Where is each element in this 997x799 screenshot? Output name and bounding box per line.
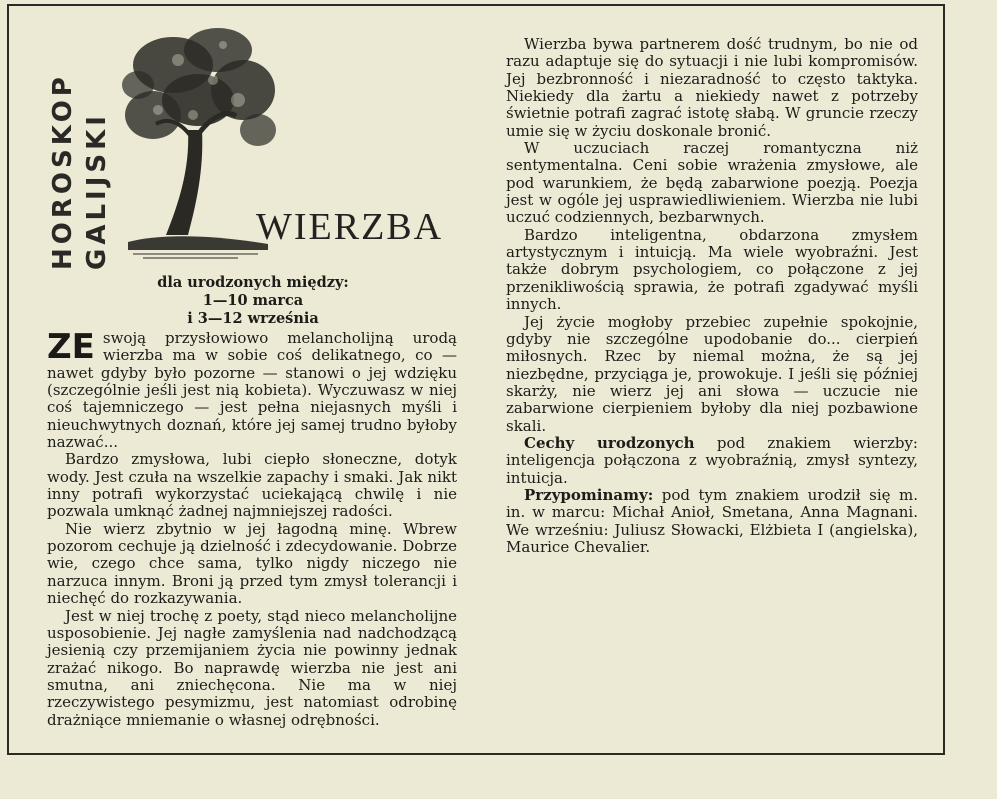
paragraph-1: ZE swoją przysłowiowo melancholijną urodą wierzba ma w sobie coś delikatnego, co — nawet gdyby było pozorne — stanowi o jej wdzięku (szczególnie jeśli jest nią kobieta). Wyczuwasz w niej coś tajemniczego — jest pełna niejasnych myśli i nieuchwytnych doznań, które jej samej trudno byłoby nazwać... bbox=[47, 327, 457, 452]
vertical-title bbox=[46, 73, 114, 270]
paragraph-2: Bardzo zmysłowa, lubi ciepło słoneczne, dotyk wody. Jest czuła na wszelkie zapachy i smaki. Jak nikt inny potrafi wykorzystać uciekającą chwilę i nie pozwala umknąć żadnej najmniejszej radości. bbox=[47, 450, 457, 521]
vertical-title-line1: HOROSKOP bbox=[48, 73, 78, 270]
paragraph-4: Jest w niej trochę z poety, stąd nieco melancholijne usposobienie. Jej nagłe zamyślenia nad nadchodzącą jesienią czy przemijaniem życia nie powinny jednak zrażać nikogo. Bo naprawdę wierzba nie jest ani smutna, ani zniechęcona. Nie ma w niej rzeczywistego pesymizmu, jest natomiast odrobinę drażniące mniemanie o własnej odrębności. bbox=[47, 606, 457, 729]
paragraph-10: Przypominamy: pod tym znakiem urodził się m. in. w marcu: Michał Anioł, Smetana, Anna Magnani. We wrześniu: Juliusz Słowacki, Elżbieta I (angielska), Maurice Chevalier. bbox=[506, 485, 918, 556]
paragraph-9: Cechy urodzonych pod znakiem wierzby: inteligencja połączona z wyobraźnią, zmysł syntezy, intuicja. bbox=[506, 433, 918, 487]
paragraph-7: Bardzo inteligentna, obdarzona zmysłem artystycznym i intuicją. Ma wiele wyobraźni. Jest także dobrym psychologiem, co połączone z jej przenikliwością sprawia, że potrafi zgadywać myśli innych. bbox=[506, 225, 918, 314]
dates-line1: dla urodzonych między: bbox=[157, 274, 349, 291]
dropcap: ZE bbox=[47, 327, 95, 367]
article-column-2 bbox=[506, 36, 918, 556]
article-column-1 bbox=[47, 327, 457, 729]
vertical-title-line2: GALIJSKI bbox=[82, 112, 112, 270]
paragraph-8: Jej życie mogłoby przebiec zupełnie spokojnie, gdyby nie szczególne upodobanie do... cierpień miłosnych. Rzec by niemal można, że są jej niezbędne, przyciąga je, prowokuje. I jeśli się później skarży, nie wierz jej ani słowa — uczucie nie zabarwione cierpieniem byłoby dla niej pozbawione skali. bbox=[506, 312, 918, 435]
traits-label: Cechy urodzonych bbox=[524, 433, 695, 452]
reminder-label: Przypominamy: bbox=[524, 485, 654, 504]
paragraph-6: W uczuciach raczej romantyczna niż sentymentalna. Ceni sobie wrażenia zmysłowe, ale pod warunkiem, że będą zabarwione poezją. Poezja jest w ogóle jej usprawiedliwieniem. Wierzba nie lubi uczuć codziennych, bezbarwnych. bbox=[506, 139, 918, 227]
sign-name: WIERZBA bbox=[256, 206, 444, 248]
dates-line2: 1—10 marca bbox=[202, 292, 304, 309]
paragraph-5: Wierzba bywa partnerem dość trudnym, bo nie od razu adaptuje się do sytuacji i nie lubi kompromisów. Jej bezbronność i niezaradność to często taktyka. Niekiedy dla żartu a niekiedy nawet z potrzeby świetnie potrafi zagrać istotę słabą. W gruncie rzeczy umie się w życiu doskonale bronić. bbox=[506, 35, 918, 140]
dates-line3: i 3—12 września bbox=[187, 310, 319, 327]
birth-dates bbox=[118, 274, 388, 328]
paragraph-3: Nie wierz zbytnio w jej łagodną minę. Wbrew pozorom cechuje ją dzielność i zdecydowanie. Dobrze wie, czego chce sama, tylko nigdy niczego nie narzuca innym. Broni ją przed tym zmysł tolerancji i niechęć do rozkazywania. bbox=[47, 519, 457, 608]
